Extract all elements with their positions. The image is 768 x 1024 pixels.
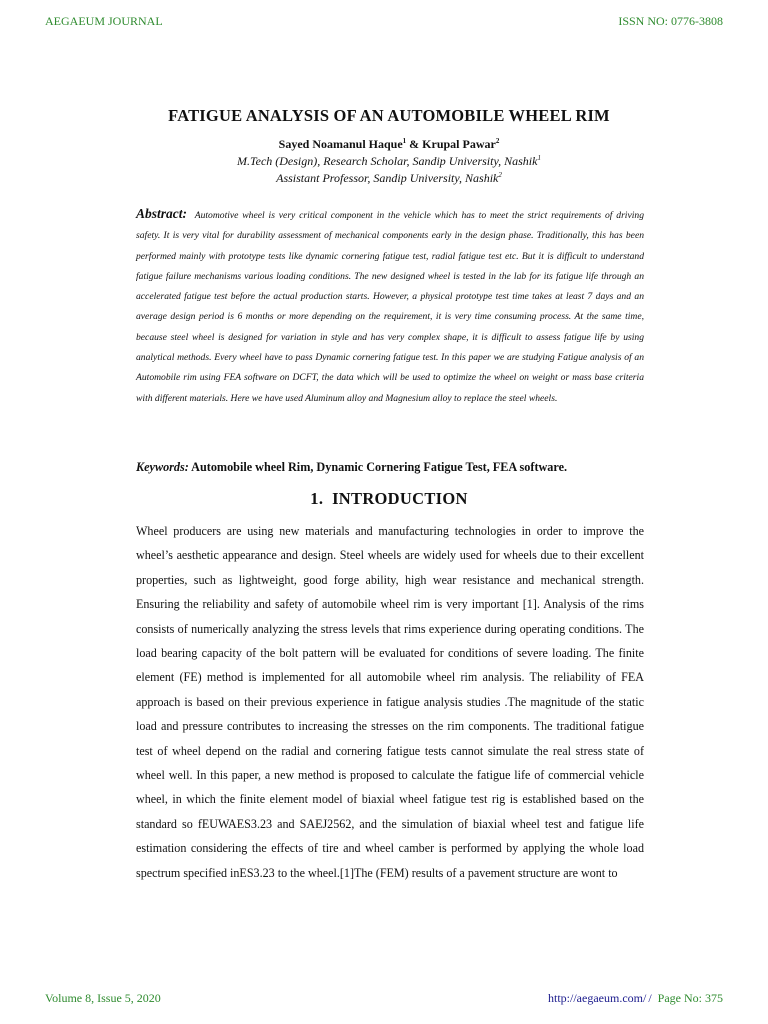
volume-issue: Volume 8, Issue 5, 2020	[45, 991, 161, 1005]
abstract-text: Automotive wheel is very critical component in the vehicle which has to meet the strict requirements of driving safety. It is very vital for durability assessment of mechanical components early in the design phase. Traditionally, this has been performed mainly with prototype tests like dynamic cornering fatigue test, radial fatigue test etc. But it is difficult to understand fatigue failure mechanisms various loading conditions. The new designed wheel is tested in the lab for its fatigue life through an accelerated fatigue test before the actual production starts. However, a physical prototype test time takes at least 7 days and an average design period is 6 months or more depending on the requirement, it is very time consuming process. At the same time, because steel wheel is designed for variation in style and has very complex shape, it is difficult to assess fatigue life by using analytical methods. Every wheel have to pass Dynamic cornering fatigue test. In this paper we are studying Fatigue analysis of an Automobile rim using FEA software on DCFT, the data which will be used to optimize the wheel on weight or mass base criteria with different materials. Here we have used Aluminum alloy and Magnesium alloy to replace the steel wheels.	[136, 210, 644, 404]
author-2-mark: 2	[495, 137, 500, 145]
introduction-paragraph: Wheel producers are using new materials and manufacturing technologies in order to improve the wheel’s aesthetic appearance and design. Steel wheels are widely used for wheels due to their excellent properties, such as lightweight, good forge ability, high wear resistance and mechanical strength. Ensuring the reliability and safety of automobile wheel rim is very important [1]. Analysis of the rims consists of numerically analyzing the stress levels that rims experience during operating conditions. The load bearing capacity of the bolt pattern will be evaluated for conditions of severe loading. The finite element (FE) method is implemented for all automobile wheel rim analysis. The reliability of FEA approach is based on their previous experience in fatigue analysis studies .The magnitude of the static load and pressure contributes to increasing the stresses on the rim components. The traditional fatigue test of wheel depend on the radial and cornering fatigue tests cannot simulate the real stress state of wheel well. In this paper, a new method is proposed to calculate the fatigue life of commercial vehicle wheel, in which the finite element model of biaxial wheel fatigue test rig is established based on the standard so fEUWAES3.23 and SAEJ2562, and the simulation of biaxial wheel test and fatigue life estimation considering the effects of tire and wheel camber is performed by applying the whole load spectrum specified inES3.23 to the wheel.[1]The (FEM) results of a pavement structure are wont to	[136, 524, 644, 880]
journal-url-link[interactable]: http://aegaeum.com/	[548, 991, 647, 1005]
journal-name: AEGAEUM JOURNAL	[45, 14, 163, 28]
footer-separator: /	[648, 991, 652, 1005]
abstract-label: Abstract:	[136, 206, 188, 221]
author-line	[0, 137, 768, 152]
footer-right	[548, 991, 723, 1006]
keywords-label: Keywords:	[136, 460, 189, 474]
page-number: Page No: 375	[657, 991, 723, 1005]
author-1-mark: 1	[402, 137, 407, 145]
affiliation-1-text: M.Tech (Design), Research Scholar, Sandip University, Nashik	[237, 154, 538, 168]
page-footer	[45, 991, 723, 1009]
issn-number: ISSN NO: 0776-3808	[618, 14, 723, 28]
author-separator: &	[406, 137, 423, 151]
keywords-text: Automobile wheel Rim, Dynamic Cornering Fatigue Test, FEA software.	[188, 460, 568, 474]
affiliation-2	[0, 171, 768, 186]
author-2-name: Krupal Pawar	[422, 137, 496, 151]
affiliation-1-mark: 1	[537, 154, 541, 162]
author-1-name: Sayed Noamanul Haque	[278, 137, 403, 151]
abstract	[136, 204, 644, 409]
affiliation-1	[0, 154, 768, 169]
paper-title: FATIGUE ANALYSIS OF AN AUTOMOBILE WHEEL RIM	[168, 106, 610, 125]
affiliation-2-mark: 2	[498, 171, 502, 179]
page-header	[45, 14, 723, 32]
affiliation-2-text: Assistant Professor, Sandip University, Nashik	[276, 171, 499, 185]
keywords	[136, 460, 656, 475]
section-heading-introduction: 1. INTRODUCTION	[310, 489, 468, 508]
